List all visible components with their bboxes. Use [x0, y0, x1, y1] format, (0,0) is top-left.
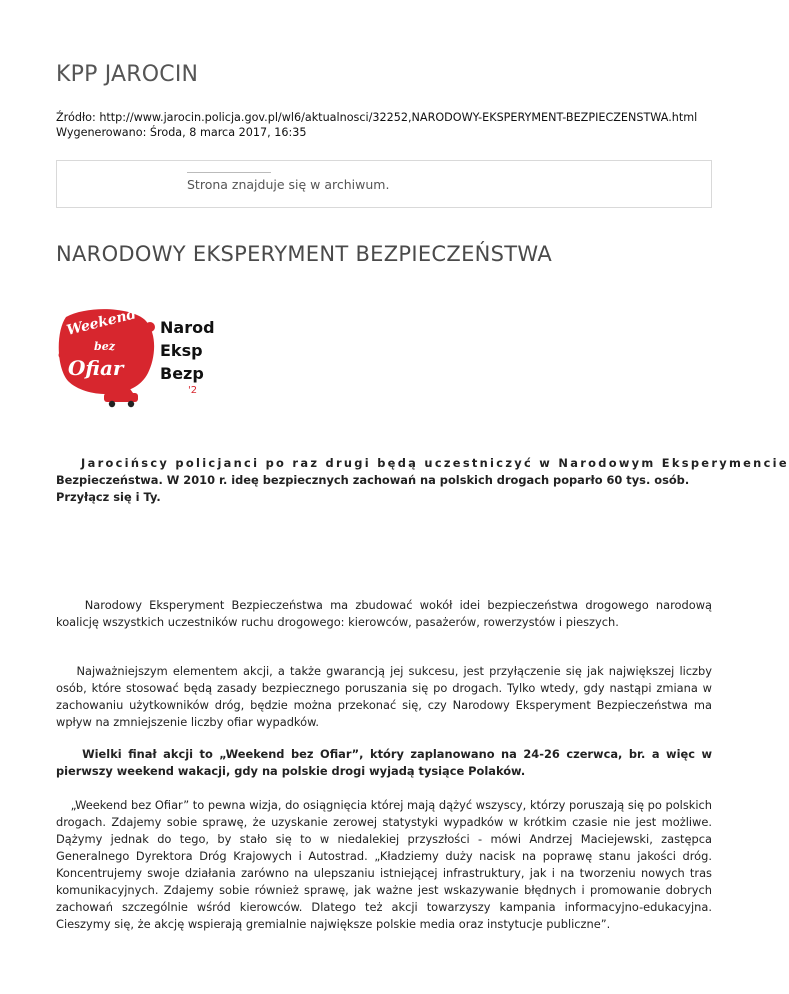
logo-text-ofiar: Ofiar — [68, 356, 124, 380]
logo-side-line3: Bezp — [160, 364, 204, 383]
article-paragraph-3: Wielki finał akcji to „Weekend bez Ofiar”, który zaplanowano na 24-26 czerwca, br. a więc w pierwszy weekend wakacji, gdy na polskie drogi wyjadą tysiące Polaków. — [56, 747, 716, 778]
article-lead — [56, 455, 789, 506]
lead-line-2: Bezpieczeństwa. W 2010 r. ideę bezpiecznych zachowań na polskich drogach poparło 60 tys. osób. Przyłącz się i Ty. — [56, 473, 690, 504]
logo-text-bez: bez — [94, 340, 115, 353]
logo-side-line4: '2 — [188, 385, 198, 396]
archive-notice-box — [56, 160, 712, 208]
generated-line: Wygenerowano: Środa, 8 marca 2017, 16:35 — [56, 126, 307, 139]
article-paragraph-4: „Weekend bez Ofiar” to pewna wizja, do osiągnięcia której mają dążyć wszyscy, którzy poruszają się po polskich drogach. Zdajemy sobie sprawę, że uzyskanie zerowej statystyki wypadków w krótkim czasie nie jest możliwe. Dążymy jednak do tego, by stało się to w niedalekiej przyszłości - mówi Andrzej Maciejewski, zastępca Generalnego Dyrektora Dróg Krajowych i Autostrad. „Kładziemy duży nacisk na poprawę stanu jakości dróg. Koncentrujemy swoje działania zarówno na ulepszaniu istniejącej infrastruktury, jak i na tworzeniu nowych tras komunikacyjnych. Zdajemy sobie również sprawę, jak ważne jest wskazywanie błędnych i promowanie dobrych zachowań szczególnie wśród kierowców. Dlatego też akcji towarzyszy kampania informacyjno-edukacyjna. Cieszymy się, że akcję wspierają gremialnie największe polskie media oraz instytucje publiczne”. — [56, 798, 716, 931]
document-meta — [56, 110, 697, 140]
logo-side-line2: Eksp — [160, 341, 203, 360]
logo-text-weekend: Weekend — [65, 306, 138, 339]
campaign-logo-image — [58, 306, 215, 410]
site-title: KPP JAROCIN — [56, 62, 199, 87]
article-paragraph-2: Najważniejszym elementem akcji, a także gwarancją jej sukcesu, jest przyłączenie się jak największej liczby osób, które stosować będą zasady bezpiecznego poruszania się po drogach. Tylko wtedy, gdy nastąpi zmiana w zachowaniu użytkowników dróg, będzie można przekonać się, czy Narodowy Eksperyment Bezpieczeństwa ma wpływ na zmniejszenie liczby ofiar wypadków. — [56, 664, 716, 729]
lead-line-1: Jarocińscy policjanci po raz drugi będą uczestniczyć w Narodowym Eksperymencie — [56, 456, 789, 470]
logo-side-line1: Narod — [160, 318, 215, 337]
archive-divider — [187, 172, 271, 173]
source-line[interactable]: Źródło: http://www.jarocin.policja.gov.pl/wl6/aktualnosci/32252,NARODOWY-EKSPERYMENT-BEZPIECZENSTWA.html — [56, 111, 698, 124]
archive-notice: Strona znajduje się w archiwum. — [187, 177, 390, 192]
page-title: NARODOWY EKSPERYMENT BEZPIECZEŃSTWA — [56, 242, 552, 266]
article-paragraph-1: Narodowy Eksperyment Bezpieczeństwa ma zbudować wokół idei bezpieczeństwa drogowego narodową koalicję wszystkich uczestników ruchu drogowego: kierowców, pasażerów, rowerzystów i pieszych. — [56, 598, 716, 629]
